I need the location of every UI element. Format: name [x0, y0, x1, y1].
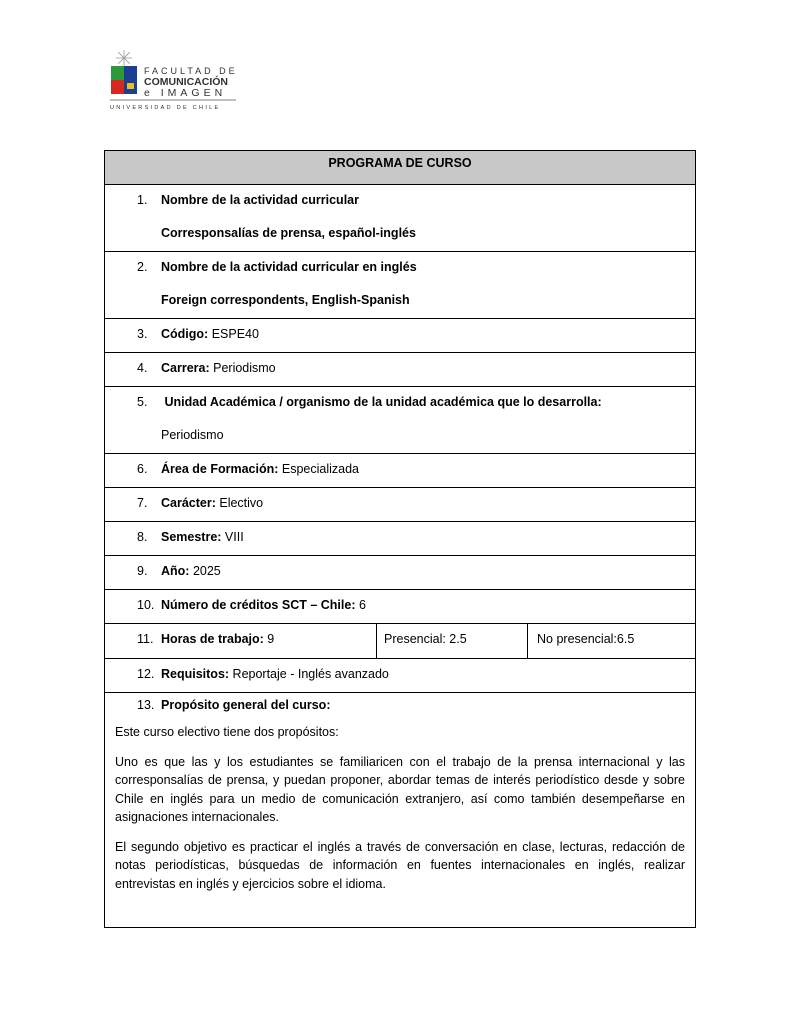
text: Electivo — [215, 496, 264, 510]
university-logo — [110, 46, 240, 112]
row-activity-name — [105, 185, 695, 252]
text: 7. — [137, 496, 148, 510]
row-requirements — [105, 659, 695, 693]
text: Presencial: 2.5 — [384, 632, 467, 646]
cell-no-presencial — [528, 624, 695, 658]
text: 2. — [137, 260, 148, 274]
text: UNIVERSIDAD DE CHILE — [110, 105, 221, 111]
text: Unidad Académica / organismo de la unidad académica que lo desarrolla: — [161, 395, 602, 409]
purpose-paragraph: Este curso electivo tiene dos propósitos: — [115, 725, 339, 739]
course-program-table — [104, 150, 696, 928]
text: Semestre: — [161, 530, 222, 544]
text: 11. — [137, 632, 154, 646]
text: Periodismo — [209, 361, 276, 375]
text: 3. — [137, 327, 148, 341]
text: 6 — [355, 598, 366, 612]
row-academic-unit — [105, 387, 695, 454]
text: 12. — [137, 667, 155, 681]
text: Año: — [161, 564, 190, 578]
row-code — [105, 319, 695, 353]
row-semester — [105, 522, 695, 556]
row-character — [105, 488, 695, 522]
text: Área de Formación: — [161, 462, 279, 476]
cell-work-hours — [105, 624, 377, 658]
row-training-area — [105, 454, 695, 488]
text: 2025 — [189, 564, 221, 578]
text: Código: — [161, 327, 209, 341]
text: 1. — [137, 193, 148, 207]
text: 9 — [263, 632, 275, 646]
text: Nombre de la actividad curricular — [161, 193, 359, 207]
text: Horas de trabajo: — [161, 632, 264, 646]
text: e IMAGEN — [144, 87, 227, 99]
text: Periodismo — [161, 428, 224, 442]
text: VIII — [221, 530, 244, 544]
text: Número de créditos SCT – Chile: — [161, 598, 356, 612]
text: 6. — [137, 462, 148, 476]
purpose-paragraph: El segundo objetivo es practicar el inglés a través de conversación en clase, lecturas, redacción de notas periodísticas, búsquedas de información en fuentes internacionales en inglés, realizar entrevistas en inglés y ejercicios sobre el idioma. — [115, 839, 685, 891]
text: FACULTAD DE — [144, 66, 238, 76]
text: Carácter: — [161, 496, 216, 510]
text: No presencial:6.5 — [537, 632, 635, 646]
text: 13. — [137, 698, 155, 712]
text: Reportaje - Inglés avanzado — [229, 667, 389, 681]
row-career — [105, 353, 695, 387]
text: 10. — [137, 598, 155, 612]
text: Requisitos: — [161, 667, 230, 681]
text: Especializada — [278, 462, 359, 476]
text: Nombre de la actividad curricular en inglés — [161, 260, 417, 274]
text: COMUNICACIÓN — [144, 76, 228, 88]
table-title: PROGRAMA DE CURSO — [105, 151, 695, 185]
text: 5. — [137, 395, 148, 409]
text: Propósito general del curso: — [161, 698, 331, 712]
cell-presencial — [377, 624, 528, 658]
row-year — [105, 556, 695, 590]
text: 8. — [137, 530, 148, 544]
row-activity-name-english — [105, 252, 695, 319]
text: 9. — [137, 564, 148, 578]
text: Corresponsalías de prensa, español-inglés — [161, 226, 416, 240]
row-course-purpose — [105, 693, 695, 927]
purpose-paragraph: Uno es que las y los estudiantes se familiaricen con el trabajo de la prensa internacional y las corresponsalías de prensa, y puedan proponer, abordar temas de interés periodístico desde y sobre Chile en inglés para un medio de comunicación extranjero, así como también desempeñarse en asignaciones internacionales. — [115, 754, 685, 824]
text: Carrera: — [161, 361, 210, 375]
text: Foreign correspondents, English-Spanish — [161, 293, 410, 307]
row-credits — [105, 590, 695, 624]
row-work-hours — [105, 624, 695, 659]
text: ESPE40 — [208, 327, 259, 341]
text: 4. — [137, 361, 148, 375]
